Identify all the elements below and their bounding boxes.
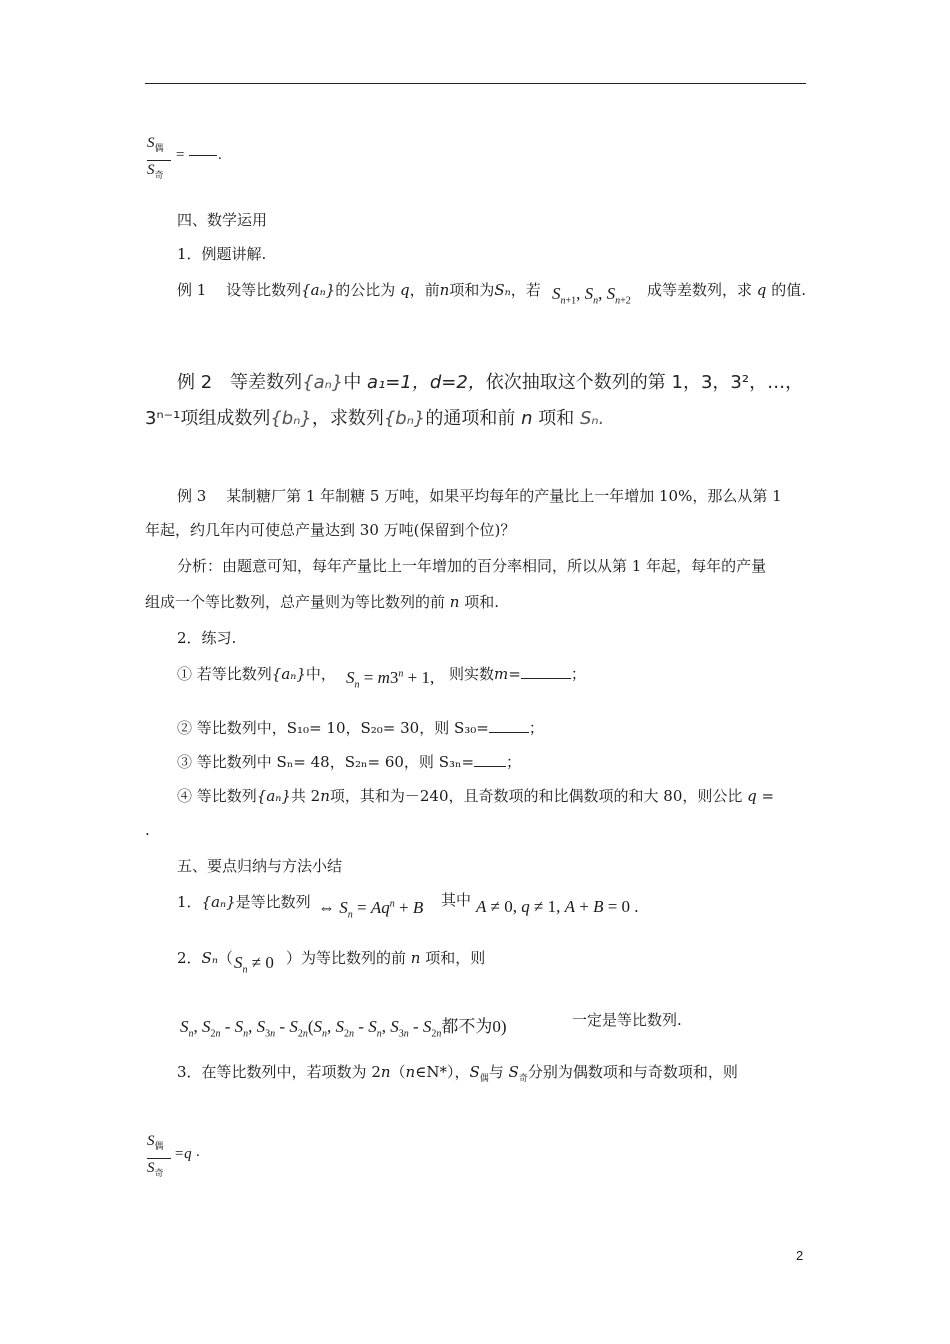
summary-2-tail: ）为等比数列的前 n 项和，则 [286, 949, 486, 967]
example-3-line-2: 年起，约几年内可使总产量达到 30 万吨(保留到个位)？ [145, 521, 516, 539]
summary-1-condition: A ≠ 0, q ≠ 1, A + B = 0 . [476, 897, 639, 916]
analysis-line-1: 分析：由题意可知，每年产量比上一年增加的百分率相同，所以从第 1 年起，每年的产量 [177, 557, 767, 575]
practice-2: ② 等比数列中，S₁₀= 10，S₂₀= 30，则 S₃₀= ； [177, 719, 544, 737]
example-1: 例 1 设等比数列{aₙ}的公比为 q，前n项和为Sₙ，若 [177, 281, 541, 299]
example-1-tail: 成等差数列，求 q 的值. [647, 281, 806, 299]
summary-2: 2．Sₙ（ [177, 949, 233, 967]
section-4-title: 四、数学运用 [177, 211, 268, 229]
example-1-formula: $S_{n+1}$, $S_n$, $S_{n+2}$ [552, 284, 631, 307]
header-rule [145, 83, 806, 84]
analysis-line-2: 组成一个等比数列，总产量则为等比数列的前 n 项和. [145, 593, 500, 611]
item-1-title: 1．例题讲解. [177, 245, 267, 263]
practice-4: ④ 等比数列{aₙ}共 2n项，其和为－240，且奇数项的和比偶数项的和大 80，则公比 q = [177, 787, 775, 805]
practice-1-formula: $S_n = m3^n + 1$, [346, 668, 435, 691]
example-2-line-2: 3ⁿ⁻¹项组成数列{bₙ}，求数列{bₙ}的通项和前 n 项和 Sₙ. [145, 408, 605, 429]
ratio-equals-q: $S_偶$ $S_奇$ =q . [147, 1133, 200, 1178]
page-number: 2 [796, 1248, 804, 1263]
summary-1-cond-label: 其中 [441, 891, 472, 909]
summary-3: 3．在等比数列中，若项数为 2n（n∈N*），$S_偶$与 $S_奇$分别为偶数项和与奇数项和，则 [177, 1063, 738, 1084]
summary-2-conclusion: 一定是等比数列. [572, 1011, 682, 1029]
section-5-title: 五、要点归纳与方法小结 [177, 857, 343, 875]
summary-2-formula: $S_n$, $S_{2n} - S_n$, $S_{3n} - S_{2n}(S_n$, $S_{2n} - S_n$, $S_{3n} - S_{2n}$都不为0) [180, 1017, 507, 1040]
summary-2-condition: $S_n \ne 0$ [234, 953, 274, 976]
practice-3: ③ 等比数列中 Sₙ= 48，S₂ₙ= 60，则 S₃ₙ= ； [177, 753, 522, 771]
summary-1: 1．{aₙ}是等比数列 [177, 893, 311, 911]
example-3-line-1: 例 3 某制糖厂第 1 年制糖 5 万吨，如果平均每年的产量比上一年增加 10%，那么从第 1 [177, 487, 782, 505]
practice-4-end: . [145, 821, 150, 839]
practice-1-tail: 则实数m= ； [449, 665, 586, 683]
example-2-line-1: 例 2 等差数列{aₙ}中 a₁=1，d=2，依次抽取这个数列的第 1，3，3²，…， [177, 372, 804, 393]
even-odd-sum-ratio: $S_偶$ $S_奇$ = . [147, 135, 222, 180]
item-2-title: 2．练习. [177, 629, 237, 647]
practice-1: ① 若等比数列{aₙ}中， [177, 665, 336, 683]
summary-1-formula: ⇔ $S_n = Aq^n + B$ [318, 898, 424, 921]
